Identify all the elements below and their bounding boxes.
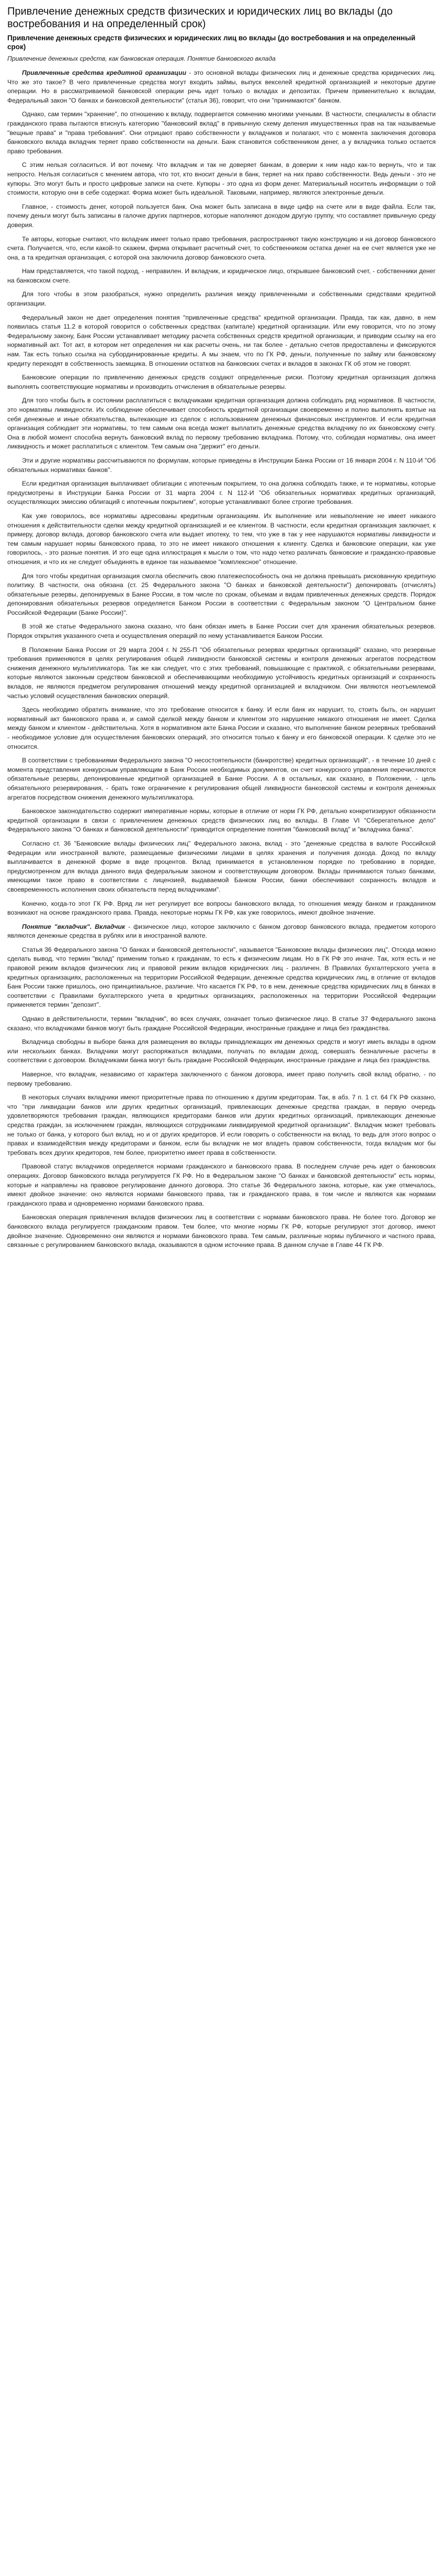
paragraph: В соответствии с требованиями Федерального закона "О несостоятельности (банкротстве) кредитных организаций", - в течение 10 дней с момента представления конкурсным управляющим в Банк России необходимых документов, он счет конкурсного управления перечисляются обязательные резервы, депонированные кредитной организацией в Банке России. А в остальных, как сказано, в Положении, - цель обязательного резервирования, - брать тоже ограничение к регулирования общей ликвидности банковской системы и контроля денежных агрегатов посредством снижения денежного мультипликатора. — [7, 757, 436, 801]
paragraph: Банковское законодательство содержит императивные нормы, которые в отличие от норм ГК РФ, детально конкретизируют обязанности кредитной организации в связи с привлечением денежных средств физических лиц во вклады. В Главе VI "Сберегательное дело" Федерального закона "О банках и банковской деятельности" приводится определение понятия "банковский вклад" и "вкладчика банка". — [7, 807, 436, 834]
paragraph: Как уже говорилось, все нормативы адресованы кредитным организациям. Их выполнение или невыполнение не имеет никакого отношения к действительности сделки между кредитной организацией и ее клиентом. В частности, если кредитная организация заключает, к примеру, договор вклада, договор банковского счета или выдает ипотеку, то тем, что уже в так у нее нарушаются нормативы ликвидности и тем самым нарушает нормы банковского права, то это не имеет никакого отношения к клиенту. Сделка и банковские операции, как уже говорилось, - это разные понятия. И это еще одна иллюстрация к мысли о том, что надо четко различать банковские и гражданско-правовые отношения, и что их не следует объединять в единое так называемое "комплексное" отношение. — [7, 512, 436, 566]
paragraph: Для того чтобы кредитная организация смогла обеспечить свою платежеспособность она не должна превышать рискованную кредитную политику. В частности, она обязана (ст. 25 Федерального закона "О банках и банковской деятельности") депонировать (отчислять) обязательные резервы, депонируемых в Банке России, в том числе по срокам, объемам и видам привлеченных денежных средств. Порядок депонирования обязательных резервов определяется Банком России в соответствии с Федеральным законом "О Центральном банке Российской Федерации (Банке России)". — [7, 572, 436, 616]
paragraph: Здесь необходимо обратить внимание, что это требование относится к банку. И если банк их нарушит, то, стоить быть, он нарушит нормативный акт банковского права и, и самой сделкой между банком и клиентом это нарушение никакого отношения не имеет. Сделка между банком и клиентом - действительна. Хотя в нормативном акте Банка России и сказано, что выполнение банком резервных требований - необходимое условие для осуществления банковских операций, это относится только к банку и его банковской операции. К сделке это не относится. — [7, 706, 436, 750]
paragraph: Конечно, когда-то этот ГК РФ. Вряд ли нет регулирует все вопросы банковского вклада, то отношения между банком и гражданином возникают на основе гражданского права. Правда, некоторые нормы ГК РФ, как уже говорилось, имеют двойное значение. — [7, 899, 436, 917]
paragraph: Наверное, что вкладчик, независимо от характера заключенного с банком договора, имеет право получить свой вклад обратно, - по первому требованию. — [7, 1071, 436, 1087]
paragraph — [7, 69, 436, 105]
paragraph: Для того чтобы быть в состоянии расплатиться с вкладчиками кредитная организация должна соблюдать ряд нормативов. В частности, это нормативы ликвидности. Их соблюдение обеспечивает способность кредитной организации своевременно и полно выполнять взятые на себя денежные и иные обязательства, вытекающие из сделок с использованием денежных финансовых инструментов. И если кредитная организация соблюдает эти нормативы, то тем самым она всегда может выплатить денежные средства вкладчику по их банковскому счету. Она в любой момент способна вернуть банковский вклад по первому требованию вкладчика. Потому, что, соблюдая нормативы, она имеет ликвидность и может расплатиться с клиентом. Тем самым она "держит" его деньги. — [7, 397, 436, 451]
paragraph: В некоторых случаях вкладчики имеют приоритетные права по отношению к другим кредиторам. Так, в абз. 7 п. 1 ст. 64 ГК РФ сказано, что "при ликвидации банков или других кредитных организаций, привлекающих денежные средства граждан, в первую очередь удовлетворяются требования граждан, являющихся кредиторами банков или других кредитных организаций, привлекающих денежные средства граждан, за исключением граждан, являющихся сотрудниками ликвидируемой кредитной организации". Вкладчик может требовать не только от банка, у которого был вклад, но и от других кредиторов. И если говорить о собственности на вклад, то ведь для этого вопрос о правах и взаимодействия между кредиторами и банком, если бы вкладчик не мог владеть правом собственности, тогда вкладчик мог бы требовать всех других кредиторов, тем более, приоритетно имеет права в собственности. — [7, 1094, 436, 1156]
paragraph: Однако в действительности, термин "вкладчик", во всех случаях, означает только физическое лицо. В статье 37 Федерального закона сказано, что вкладчиками банков могут быть граждане Российской Федерации, иностранные граждане и лица без гражданства. — [7, 1015, 436, 1032]
page-title: Привлечение денежных средств физических и юридических лиц во вклады (до востребования и на определенный срок) — [7, 6, 393, 30]
paragraph: Статья 36 Федерального закона "О банках и банковской деятельности", называется "Банковские вклады физических лиц". Отсюда можно сделать вывод, что термин "вклад" применим только к гражданам, то есть к физическим лицам. Но в ГК РФ это иначе. Так, хотя есть и не правовой режим вкладов физических лиц и правовой режим вкладов юридических лиц - различен. В Правилах бухгалтерского учета в кредитных организациях, расположенных на территории Российской Федерации, денежные средства юридических лиц, в отличие от вкладов Банк России также пришлось, оно принципиальное, различие. Что касается ГК РФ, то в нем, денежные средства юридических лиц в банках в соответствии с Правилами бухгалтерского учета в кредитных организациях, расположенных на территории Российской Федерации применяется термин "депозит". — [7, 946, 436, 1009]
paragraph: Те авторы, которые считают, что вкладчик имеет только право требования, распространяют такую конструкцию и на договор банковского счета. Получается, что, если какой-то скажем, фирма открывает расчетный счет, то собственником остатка денег на ее счет является уже не она, а та кредитная организация, с которой она заключила договор банковского счета. — [7, 235, 436, 261]
paragraph: Главное, - стоимость денег, которой пользуется банк. Она может быть записана в виде цифр на счете или в виде файла. Если так, почему деньги могут быть записаны в галочке других партнеров, которые наполняют доходом другую группу, что составляет привычную среду доверия. — [7, 203, 436, 229]
paragraph: Однако, сам термин "хранение", по отношению к вкладу, подвергается сомнению многими учеными. В частности, специалисты в области гражданского права пытаются втиснуть категорию "банковский вклад" в привычную схему деления имущественных прав на так называемые "вещные права" и "права требования". Они отрицают право собственности у вкладчиков и полагают, что с момента заключения договора банковского вклада вкладчик теряет право собственности на деньги. Банк становится собственником денег, а у вкладчика только остается право требования. — [7, 110, 436, 155]
paragraph — [7, 923, 436, 941]
paragraph: В этой же статье Федерального закона сказано, что банк обязан иметь в Банке России счет для хранения обязательных резервов. Порядок открытия указанного счета и осуществления операций по нему устанавливается Банком России. — [7, 623, 436, 640]
paragraph-text: - физическое лицо, которое заключило с банком договор банковского вклада, предметом которого являются денежные средства в рублях или в иностранной валюте. — [7, 923, 436, 940]
paragraph: Банковские операции по привлечению денежных средств создают определенные риски. Поэтому кредитная организация должна выполнять соответствующие нормативы и производить отчисления в обязательные резервы. — [7, 374, 436, 390]
paragraph-lead: Понятие "вкладчик". Вкладчик — [22, 923, 126, 930]
paragraph-text: - это основной вклады физических лиц и денежные средства юридических лиц. Что же это такое? В чего привлеченные средства могут входить займы, выпуск векселей кредитной организацией и некоторые другие операции. Но в рассматриваемой банковской операции речь идет только о вкладах и депозитах. Причем применительно к вкладам, Федеральный закон "О банках и банковской деятельности" (статья 36), говорит, что они "принимаются" банком. — [7, 69, 436, 104]
document-page — [0, 0, 443, 1260]
paragraph: Федеральный закон не дает определения понятия "привлеченные средства" кредитной организации. Правда, так как, давно, в нем появилась статья 11.2 в которой говорится о собственных средствах (капитале) кредитной организации. Или ему говорится, что по этому Федеральному закону, Банк России устанавливает методику расчета собственных средств кредитной организации, и приводим ссылку на его нормативный акт. Тот акт, в котором нет определения ни как расчеты очень, ни так более - детально счетов предоставлены и фиксируются нам. Так есть только ссылка на субординированные кредиты. А мы знаем, что по ГК РФ, деньги, полученные по займу или банковскому кредиту переходят в собственность заемщика. В отношении остатков на банковских счетах и вкладов в законах ГК об этом не говорят. — [7, 313, 436, 367]
paragraph: Если кредитная организация выплачивает облигации с ипотечным покрытием, то она должна соблюдать также, и те нормативы, которые предусмотрены в Инструкции Банка России от 31 марта 2004 г. N 112-И "Об обязательных нормативах кредитных организаций, осуществляющих эмиссию облигаций с ипотечным покрытием", которые устанавливают более строгие требования. — [7, 480, 436, 506]
paragraph: Для того чтобы в этом разобраться, нужно определить различия между привлеченными и собственными средствами кредитной организации. — [7, 290, 436, 308]
paragraph: Нам представляется, что такой подход, - неправилен. И вкладчик, и юридическое лицо, открывшее банковский счет, - собственники денег на банковском счете. — [7, 267, 436, 284]
paragraph: Вкладчица свободны в выборе банка для размещения во вклады принадлежащих им денежных средств и могут иметь вклады в одном или нескольких банках. Вкладчики могут распоряжаться вкладами, получать по вкладам доход, совершать безналичные расчеты в соответствии с договором. Вкладчиками банка могут быть граждане Российской Федерации, иностранные граждане и лица без гражданства. — [7, 1038, 436, 1064]
category-line: Привлечение денежных средств, как банковская операция. Понятие банковского вклада — [7, 55, 276, 62]
paragraph: Правовой статус вкладчиков определяется нормами гражданского и банковского права. В последнем случае речь идет о банковских операциях. Договор банковского вклада регулируется ГК РФ. Но в Федеральном законе "О банках и банковской деятельности" есть нормы, которые и направлены на правовое регулирование данного договора. Это статье 36 Федерального закона, которые, как уже отмечалось, имеют двойное значение: оно являются нормами банковского права, так и гражданского права, в том числе и являются как нормами гражданского права и одновременно нормами банковского права. — [7, 1163, 436, 1207]
paragraph: Согласно ст. 36 "Банковские вклады физических лиц" Федерального закона, вклад - это "денежные средства в валюте Российской Федерации или иностранной валюте, размещаемые физическими лицами в целях хранения и получения дохода. Доход по вкладу выплачивается в денежной форме в виде процентов. Вклад принимается в установленном порядке по требованию в порядке, предусмотренном для вклада данного вида федеральным законом и соответствующим договором. Вклады принимаются только банками, имеющими такое право в соответствии с лицензией, выдаваемой Банком России, банки обеспечивают сохранность вкладов и своевременность исполнения своих обязательств перед вкладчиками". — [7, 839, 436, 893]
article-body — [7, 69, 436, 1250]
paragraph-lead: Привлеченные средства кредитной организации — [22, 69, 187, 76]
section-heading: Привлечение денежных средств физических и юридических лиц во вклады (до востребования и на определенный срок) — [7, 34, 416, 51]
paragraph: Банковская операция привлечения вкладов физических лиц в соответствии с нормами банковского права. Не более того. Договор же банковского вклада регулируется гражданским правом. Тем более, что многие нормы ГК РФ, которые регулируют этот договор, имеют двойное значение. Одновременно они являются и нормами банковского права. Тем самым, различные нормы публичного и частного права, связанные с регулированием банковского вклада, оказываются в одном источнике права. В данном случае в Главе 44 ГК РФ. — [7, 1213, 436, 1249]
paragraph: С этим нельзя согласиться. И вот почему. Что вкладчик и так не доверяет банкам, в доверии к ним надо как-то вернуть, что и так непросто. Нельзя согласиться с мнением автора, что тот, кто вносит деньги в банк, теряет на них право собственности. Ведь деньги - это не купюры. Это могут быть и просто цифровые записи на счете. Купюры - это одна из форм денег. Материальный носитель информации о той стоимости, которую они в себе содержат. Форма может быть идеальной. Таковыми, например, являются электронные деньги. — [7, 161, 436, 197]
paragraph: В Положении Банка России от 29 марта 2004 г. N 255-П "Об обязательных резервах кредитных организаций" сказано, что резервные требования применяются в целях регулирования общей ликвидности банковской системы и контроля денежных агрегатов посредством снижения денежного мультипликатора. Так же как следует, что с этих требований, повышающие с практикой, с обязательными резервами, которые являются законным средством банковской и обеспечивающими необходимую устойчивость кредитных организаций и сохранность вкладов, не являются предметом регулирования отношений между кредитной организацией и вкладчиком. Они являются неотъемлемой частью условий осуществления банковских операций. — [7, 646, 436, 700]
paragraph: Эти и другие нормативы рассчитываются по формулам, которые приведены в Инструкции Банка России от 16 января 2004 г. N 110-И "Об обязательных нормативах банков". — [7, 456, 436, 474]
